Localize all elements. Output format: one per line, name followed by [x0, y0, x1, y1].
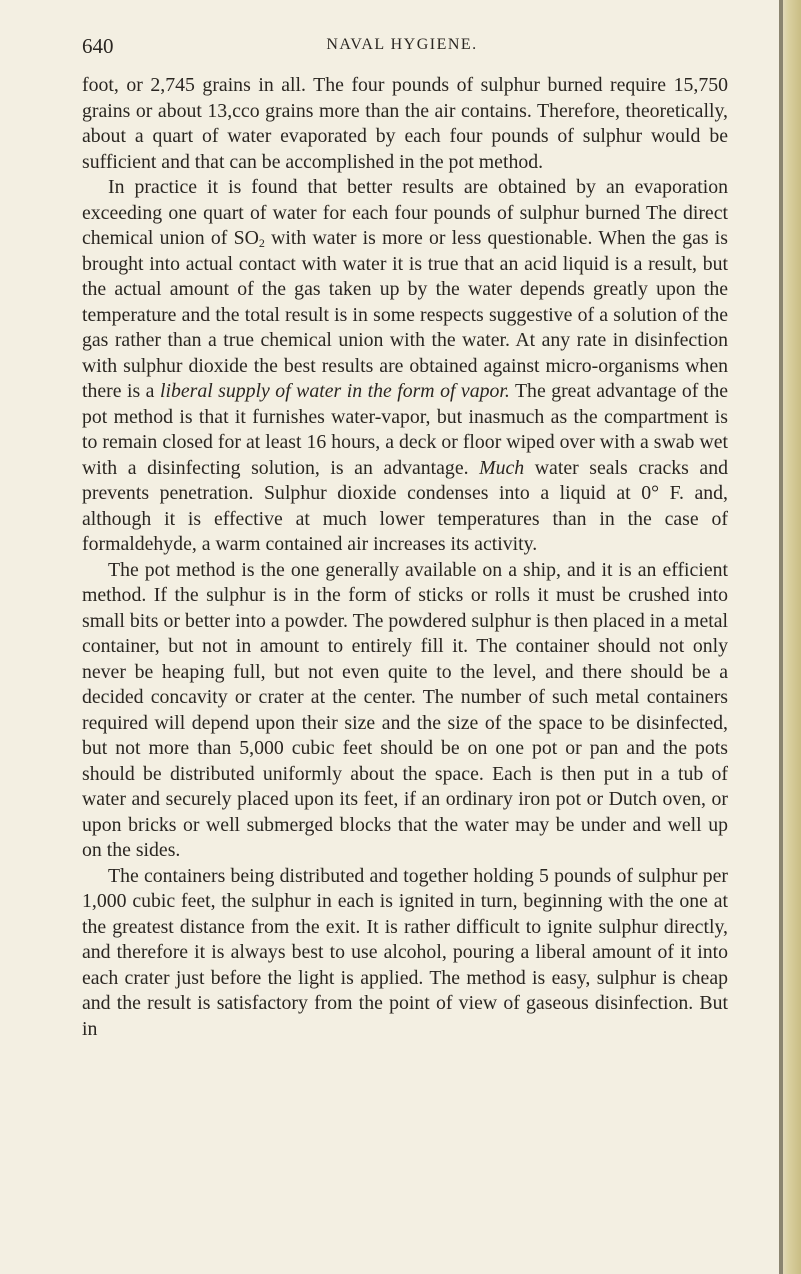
page-edge	[779, 0, 801, 1274]
paragraph-2-text-b: with water is more or less questionable. When the gas is brought into actual contact with water it is true that an acid liquid is a result, but the actual amount of the gas taken up by the water depends greatly upon the temperature and the total result is in some respects suggestive of a solution of the gas rather than a true chemical union with the water. At any rate in disinfection with sulphur dioxide the best results are obtained against micro-organisms when there is a	[82, 227, 728, 402]
paragraph-2-text-c: The great advantage of the pot method is that it furnishes water-vapor, but inasmuch as the compartment is to remain closed for at least 16 hours, a deck or floor wiped over with a swab wet with a disinfecting solution, is an advantage.	[82, 380, 728, 479]
page-number: 640	[82, 34, 114, 58]
paragraph-2	[82, 175, 728, 558]
paragraph-2-text-a: In practice it is found that better results are obtained by an evaporation exceeding one quart of water for each four pounds of sulphur burned The direct chemical union of SO	[82, 176, 728, 249]
paragraph-2-text-d: water seals cracks and prevents penetration. Sulphur dioxide condenses into a liquid at 0° F. and, although it is effective at much lower temperatures than in the case of formaldehyde, a warm contained air increases its activity.	[82, 456, 728, 555]
running-head: NAVAL HYGIENE.	[326, 36, 478, 53]
paragraph-1: foot, or 2,745 grains in all. The four pounds of sulphur burned require 15,750 grains or about 13,cco grains more than the air contains. Therefore, theoretically, about a quart of water evaporated by each four pounds of sulphur would be sufficient and that can be accomplished in the pot method.	[82, 74, 728, 173]
italic-liberal-supply: liberal supply of water in the form of vapor.	[159, 380, 510, 402]
paragraph-4: The containers being distributed and together holding 5 pounds of sulphur per 1,000 cubic feet, the sulphur in each is ignited in turn, beginning with the one at the greatest distance from the exit. It is rather difficult to ignite sulphur directly, and therefore it is always best to use alcohol, pouring a liberal amount of it into each crater just before the light is applied. The method is easy, sulphur is cheap and the result is satisfactory from the point of view of gaseous disinfection. But in	[82, 864, 728, 1040]
subscript-2: 2	[258, 236, 265, 250]
text-body	[82, 73, 728, 1042]
page-header	[82, 34, 722, 64]
paragraph-3: The pot method is the one generally available on a ship, and it is an efficient method. If the sulphur is in the form of sticks or rolls it must be crushed into small bits or better into a powder. The powdered sulphur is then placed in a metal container, but not in amount to entirely fill it. The container should not only never be heaping full, but not even quite to the level, and there should be a decided concavity or crater at the center. The number of such metal containers required will depend upon their size and the size of the space to be disinfected, but not more than 5,000 cubic feet should be on one pot or pan and the pots should be distributed uniformly about the space. Each is then put in a tub of water and securely placed upon its feet, if an ordinary iron pot or Dutch oven, or upon bricks or well submerged blocks that the water may be under and well up on the sides.	[82, 558, 728, 861]
italic-much: Much	[479, 456, 525, 479]
